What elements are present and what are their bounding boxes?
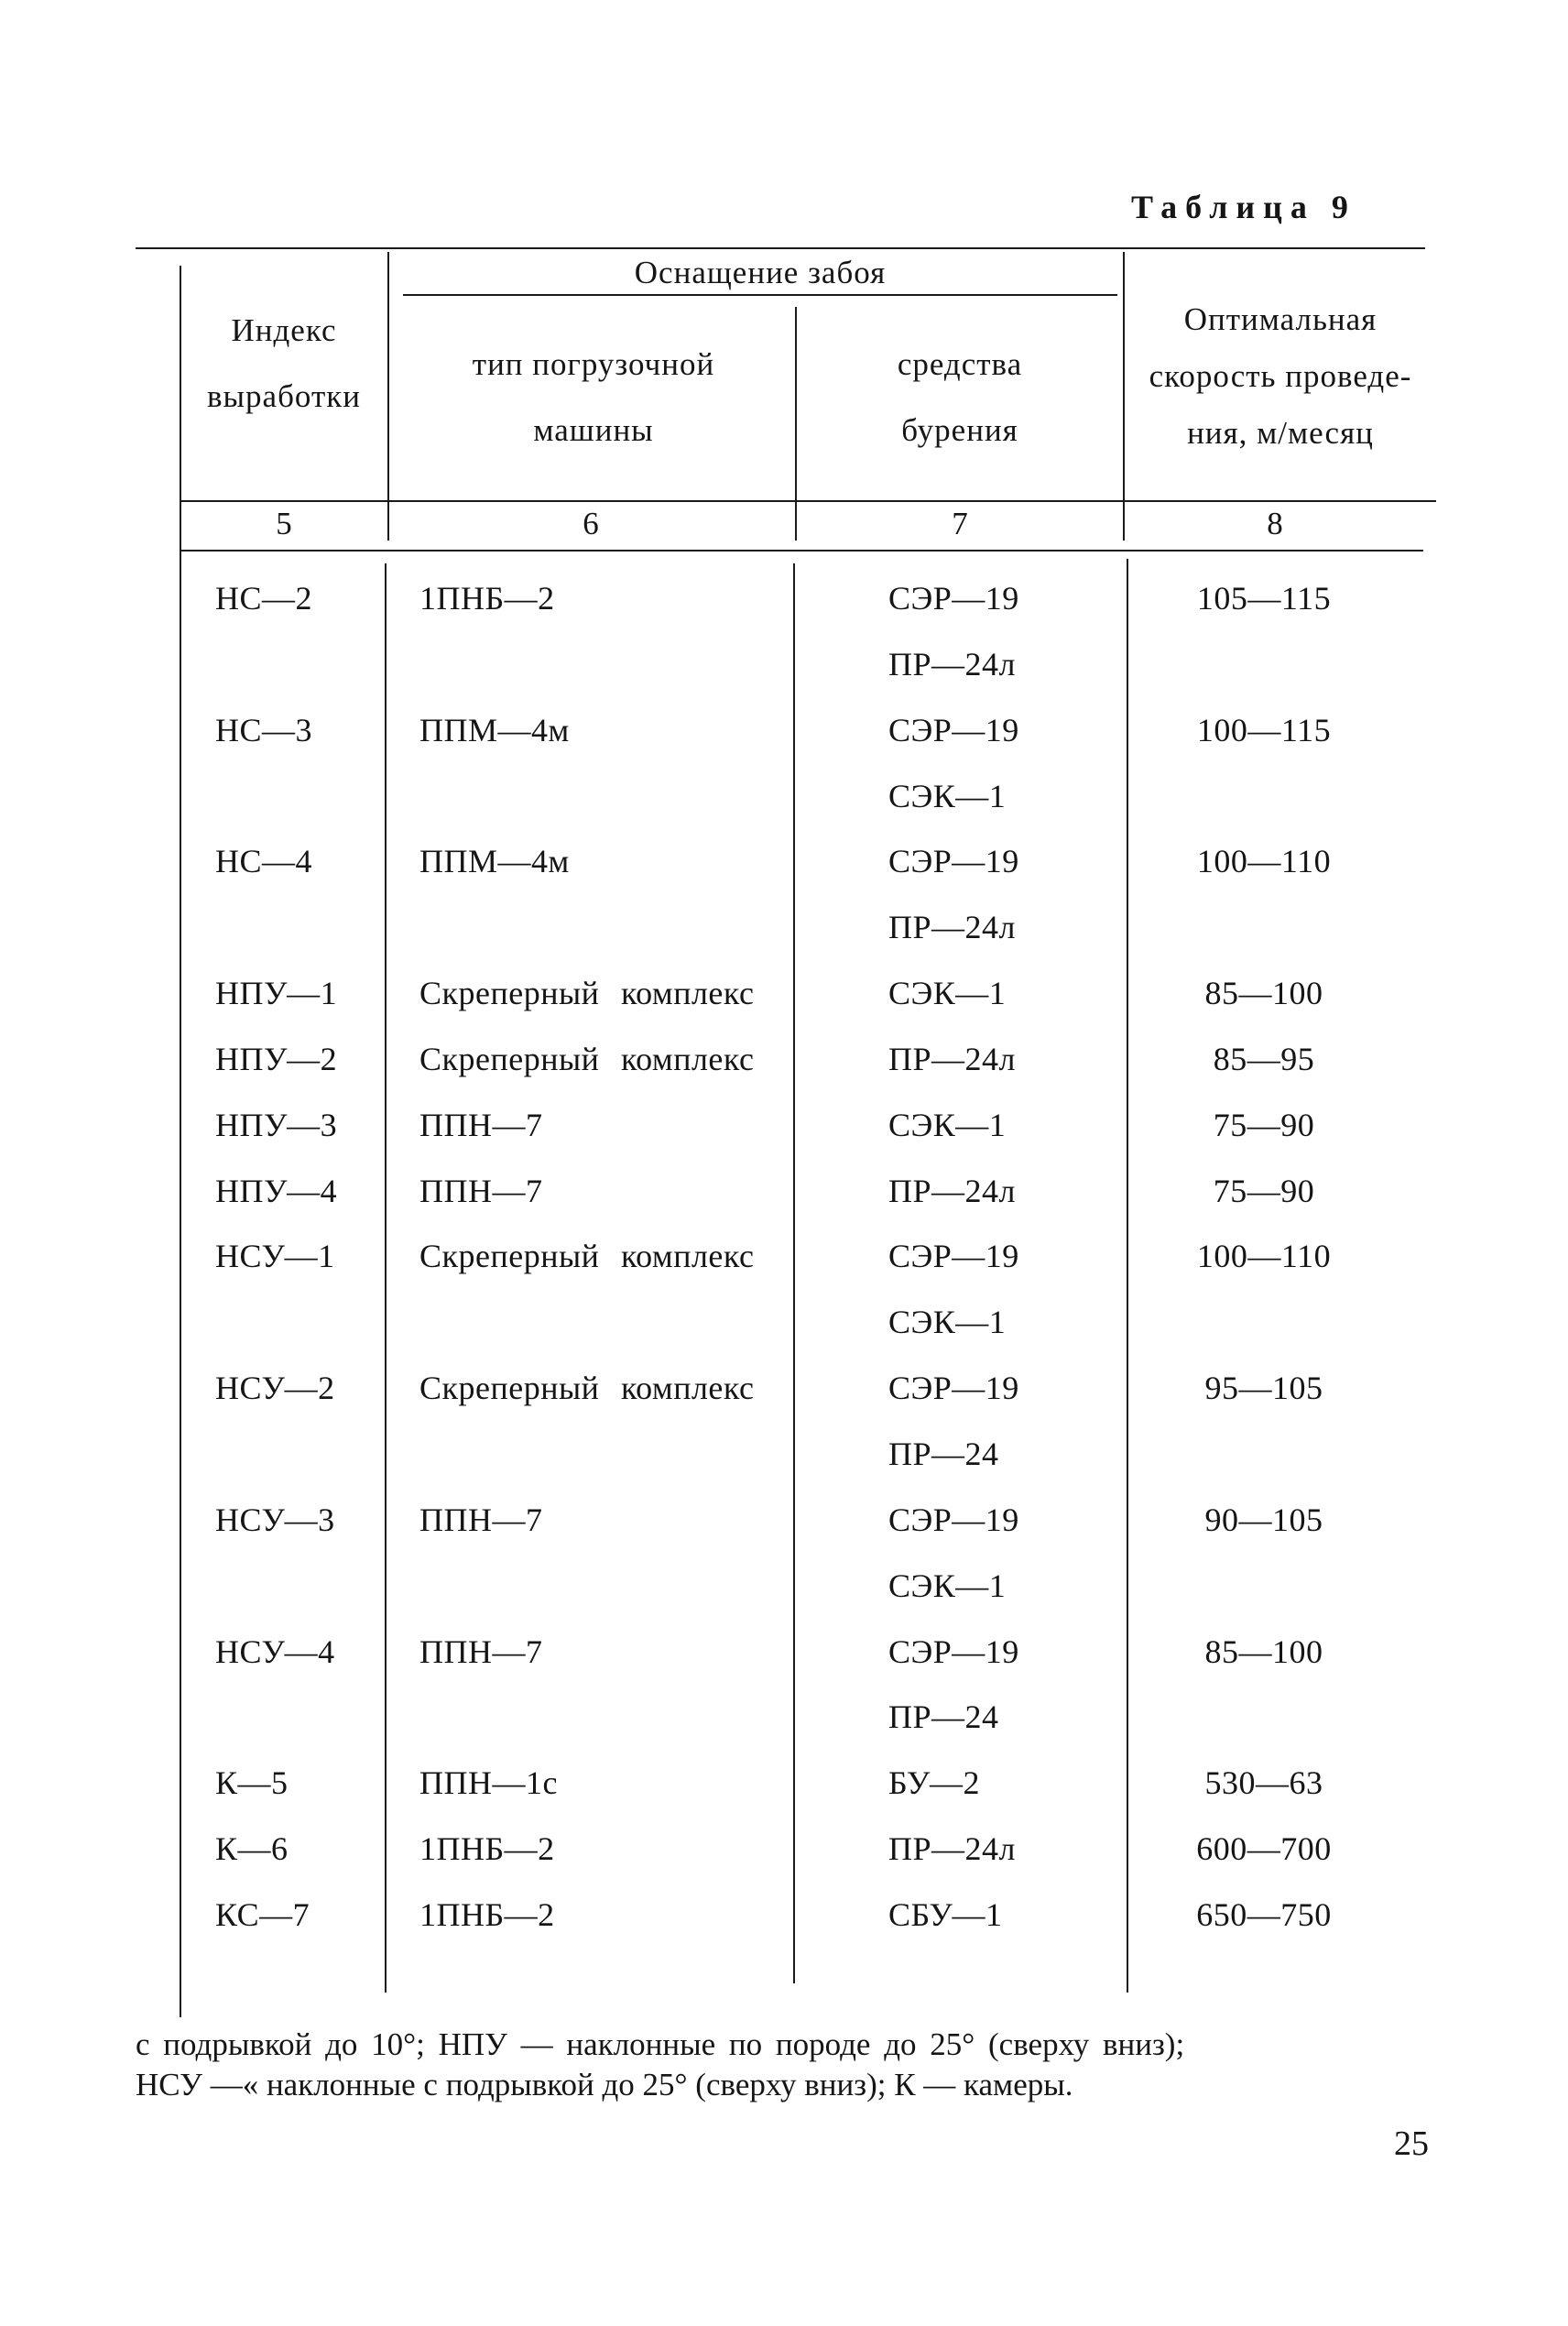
header-machine: тип погрузочной машины: [472, 346, 715, 448]
row-machine: ППМ—4м: [419, 712, 570, 748]
header-drilling: средства бурения: [897, 346, 1023, 448]
page-number: 25: [1394, 2124, 1429, 2163]
row-speed: 100—115: [1196, 712, 1332, 748]
numbers-bottom-rule: [181, 550, 1423, 551]
row-index: НС—4: [215, 843, 313, 879]
group-header-rule: [403, 294, 1117, 296]
row-drilling: СЭР—19: [888, 1370, 1019, 1406]
row-machine: 1ПНБ—2: [419, 1896, 555, 1933]
column-number-5: 5: [276, 506, 292, 541]
row-drilling: СЭК—1: [888, 778, 1007, 814]
row-speed: 650—750: [1196, 1896, 1332, 1933]
footnote-line-2: НСУ —« наклонные с подрывкой до 25° (сверху вниз); К — камеры.: [136, 2067, 1073, 2102]
column-number-8: 8: [1267, 506, 1283, 541]
row-drilling: СЭР—19: [888, 843, 1019, 879]
row-drilling: ПР—24л: [888, 1830, 1016, 1867]
row-index: НПУ—2: [215, 1041, 338, 1077]
row-drilling: СЭК—1: [888, 1567, 1007, 1604]
row-index: НСУ—4: [215, 1633, 335, 1670]
row-speed: 85—100: [1204, 1633, 1323, 1670]
header-divider-1: [387, 252, 389, 541]
row-machine: Скреперный комплекс: [419, 1041, 755, 1077]
header-group-title: Оснащение забоя: [634, 255, 887, 290]
row-drilling: СЭР—19: [888, 580, 1019, 617]
body-divider-1: [385, 563, 387, 1993]
row-drilling: ПР—24л: [888, 1041, 1016, 1077]
row-speed: 85—100: [1204, 975, 1323, 1011]
row-drilling: БУ—2: [888, 1764, 980, 1801]
row-machine: Скреперный комплекс: [419, 1238, 755, 1274]
body-divider-2: [793, 563, 795, 1983]
row-machine: ППН—7: [419, 1502, 543, 1538]
row-speed: 95—105: [1204, 1370, 1323, 1406]
row-machine: ППН—7: [419, 1173, 543, 1209]
row-index: НПУ—1: [215, 975, 338, 1011]
row-machine: ППН—7: [419, 1633, 543, 1670]
header-bottom-rule: [181, 500, 1436, 502]
row-index: НСУ—1: [215, 1238, 335, 1274]
row-speed: 85—95: [1213, 1041, 1315, 1077]
row-drilling: ПР—24л: [888, 909, 1016, 945]
row-index: К—6: [215, 1830, 289, 1867]
row-index: НС—2: [215, 580, 313, 617]
row-drilling: СЭР—19: [888, 1238, 1019, 1274]
row-index: НСУ—3: [215, 1502, 335, 1538]
table-left-border: [180, 266, 181, 2017]
row-drilling: СБУ—1: [888, 1896, 1003, 1933]
row-index: НПУ—3: [215, 1107, 338, 1143]
row-machine: Скреперный комплекс: [419, 975, 755, 1011]
row-index: КС—7: [215, 1896, 310, 1933]
row-drilling: ПР—24л: [888, 646, 1016, 683]
row-index: НСУ—2: [215, 1370, 335, 1406]
footnote-line-1: с подрывкой до 10°; НПУ — наклонные по породе до 25° (сверху вниз);: [136, 2026, 1185, 2062]
row-machine: Скреперный комплекс: [419, 1370, 755, 1406]
row-index: К—5: [215, 1764, 289, 1801]
column-number-7: 7: [952, 506, 968, 541]
column-number-6: 6: [583, 506, 599, 541]
row-speed: 100—110: [1196, 1238, 1332, 1274]
table-title: Таблица 9: [1131, 189, 1356, 225]
row-speed: 75—90: [1213, 1173, 1315, 1209]
row-drilling: ПР—24: [888, 1436, 999, 1472]
row-machine: 1ПНБ—2: [419, 580, 555, 617]
row-drilling: СЭК—1: [888, 1107, 1007, 1143]
row-speed: 75—90: [1213, 1107, 1315, 1143]
row-drilling: ПР—24л: [888, 1173, 1016, 1209]
row-drilling: СЭР—19: [888, 1502, 1019, 1538]
header-index: Индекс выработки: [207, 312, 361, 414]
row-index: НПУ—4: [215, 1173, 338, 1209]
row-speed: 90—105: [1204, 1502, 1323, 1538]
table-top-rule: [136, 247, 1425, 249]
row-machine: ППН—7: [419, 1107, 543, 1143]
row-drilling: СЭР—19: [888, 712, 1019, 748]
row-speed: 530—63: [1204, 1764, 1323, 1801]
row-drilling: СЭК—1: [888, 975, 1007, 1011]
row-speed: 100—110: [1196, 843, 1332, 879]
header-speed: Оптимальная скорость проведе- ния, м/месяц: [1149, 301, 1412, 451]
row-machine: ППН—1с: [419, 1764, 558, 1801]
row-speed: 105—115: [1196, 580, 1332, 617]
row-machine: ППМ—4м: [419, 843, 570, 879]
row-speed: 600—700: [1196, 1830, 1332, 1867]
row-drilling: ПР—24: [888, 1698, 999, 1735]
row-drilling: СЭР—19: [888, 1633, 1019, 1670]
row-drilling: СЭК—1: [888, 1304, 1007, 1340]
row-index: НС—3: [215, 712, 313, 748]
row-machine: 1ПНБ—2: [419, 1830, 555, 1867]
